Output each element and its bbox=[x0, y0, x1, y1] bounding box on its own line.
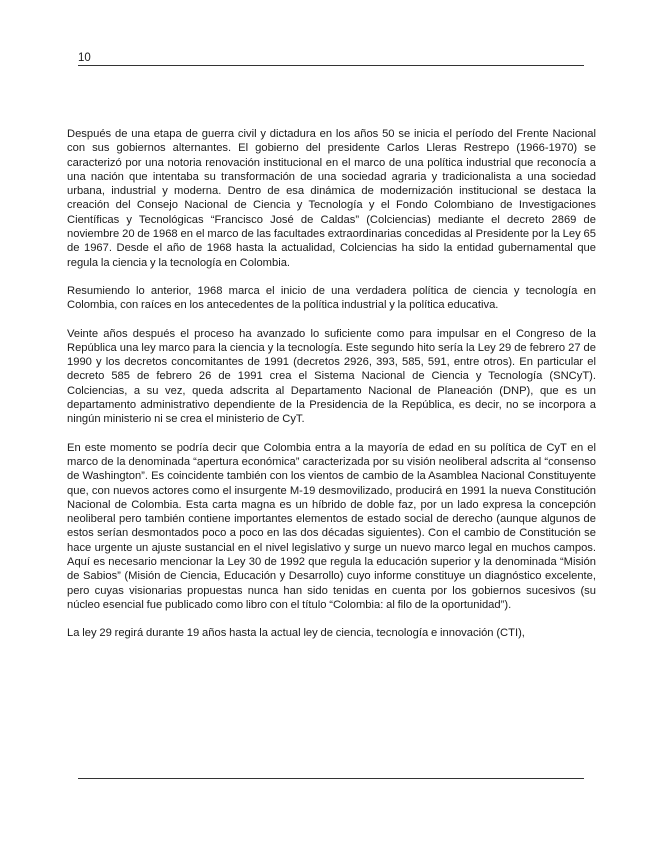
paragraph: Veinte años después el proceso ha avanzado lo suficiente como para impulsar en el Congreso de la República una ley marco para la ciencia y la tecnología. Este segundo hito sería la Ley 29 de febrero 27 de 1990 y los decretos concomitantes de 1991 (decretos 2926, 393, 585, 591, entre otros). En particular el decreto 585 de febrero 26 de 1991 crea el Sistema Nacional de Ciencia y Tecnología (SNCyT). Colciencias, a su vez, queda adscrita al Departamento Nacional de Planeación (DNP), que es un departamento administrativo dependiente de la Presidencia de la República, es decir, no se incorpora a ningún ministerio ni se crea el ministerio de CyT. bbox=[67, 327, 596, 426]
body-text bbox=[67, 127, 596, 655]
paragraph: Después de una etapa de guerra civil y dictadura en los años 50 se inicia el período del Frente Nacional con sus gobiernos alternantes. El gobierno del presidente Carlos Lleras Restrepo (1966-1970) se caracterizó por una notoria renovación institucional en el marco de una política industrial que reconocía a una nación que intentaba su transformación de una sociedad agraria y tradicionalista a una sociedad urbana, industrial y moderna. Dentro de esa dinámica de modernización institucional se destaca la creación del Consejo Nacional de Ciencia y Tecnología y el Fondo Colombiano de Investigaciones Científicas y Tecnológicas “Francisco José de Caldas” (Colciencias) mediante el decreto 2869 de noviembre 20 de 1968 en el marco de las facultades extraordinarias concedidas al Presidente por la Ley 65 de 1967. Desde el año de 1968 hasta la actualidad, Colciencias ha sido la entidad gubernamental que regula la ciencia y la tecnología en Colombia. bbox=[67, 128, 596, 269]
page-number: 10 bbox=[78, 52, 91, 64]
paragraph: En este momento se podría decir que Colombia entra a la mayoría de edad en su política de CyT en el marco de la denominada “apertura económica” caracterizada por su visión neoliberal adscrita al “consenso de Washington”. Es coincidente también con los vientos de cambio de la Asamblea Nacional Constituyente que, con nuevos actores como el insurgente M-19 desmovilizado, producirá en 1991 la nueva Constitución Nacional de Colombia. Esta carta magna es un híbrido de doble faz, por un lado expresa la concepción neoliberal pero también contiene importantes elementos de estado social de derecho (aunque algunos de estos serían desmontados poco a poco en las dos décadas siguientes). Con el cambio de Constitución se hace urgente un ajuste sustancial en el nivel legislativo y surge un nuevo marco legal en muchos campos. Aquí es necesario mencionar la Ley 30 de 1992 que regula la educación superior y la denominada “Misión de Sabios” (Misión de Ciencia, Educación y Desarrollo) cuyo informe constituye un diagnóstico excelente, pero cuyas visionarias propuestas nunca han sido tenidas en cuenta por los gobiernos sucesivos (su núcleo esencial fue publicado como libro con el título “Colombia: al filo de la oportunidad”). bbox=[67, 441, 596, 611]
paragraph: Resumiendo lo anterior, 1968 marca el inicio de una verdadera política de ciencia y tecnología en Colombia, con raíces en los antecedentes de la política industrial y la política educativa. bbox=[67, 284, 596, 312]
paragraph: La ley 29 regirá durante 19 años hasta la actual ley de ciencia, tecnología e innovación (CTI), bbox=[67, 627, 525, 640]
footer-rule bbox=[78, 778, 584, 779]
header-rule bbox=[78, 65, 584, 66]
